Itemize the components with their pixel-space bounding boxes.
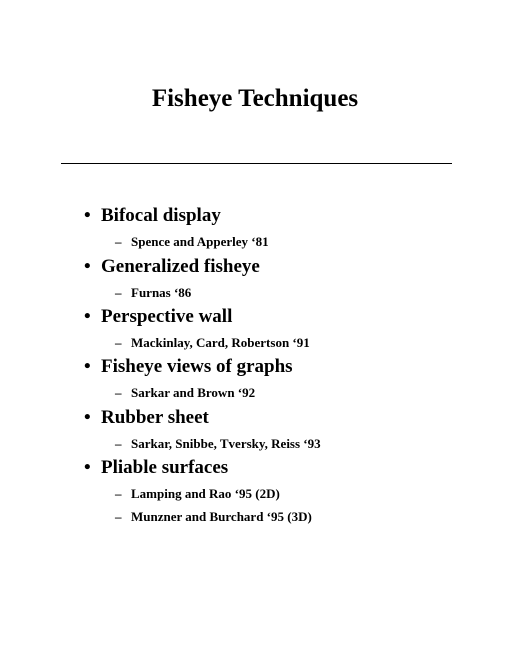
sub-item-furnas — [115, 285, 191, 301]
bullet-marker: • — [84, 205, 91, 226]
sub-item-label: Sarkar, Snibbe, Tversky, Reiss ‘93 — [131, 436, 321, 451]
bullet-label: Perspective wall — [101, 306, 233, 327]
bullet-label: Rubber sheet — [101, 407, 209, 428]
sub-item-label: Lamping and Rao ‘95 (2D) — [131, 486, 280, 501]
sub-item-munzner-burchard — [115, 509, 312, 525]
bullet-label: Bifocal display — [101, 205, 221, 226]
sub-item-spence-apperley — [115, 234, 269, 250]
sub-item-label: Sarkar and Brown ‘92 — [131, 385, 256, 400]
sub-item-sarkar-brown — [115, 385, 255, 401]
bullet-marker: • — [84, 356, 91, 377]
bullet-item-generalized-fisheye — [84, 256, 260, 278]
dash-marker: – — [115, 285, 122, 300]
bullet-item-pliable-surfaces — [84, 457, 228, 479]
sub-item-label: Mackinlay, Card, Robertson ‘91 — [131, 335, 310, 350]
bullet-item-fisheye-views-of-graphs — [84, 356, 293, 378]
dash-marker: – — [115, 509, 122, 524]
bullet-item-rubber-sheet — [84, 407, 209, 429]
dash-marker: – — [115, 335, 122, 350]
slide-title: Fisheye Techniques — [151, 85, 359, 112]
dash-marker: – — [115, 436, 122, 451]
bullet-item-perspective-wall — [84, 306, 232, 328]
sub-item-label: Furnas ‘86 — [131, 285, 192, 300]
bullet-marker: • — [84, 256, 91, 277]
bullet-label: Pliable surfaces — [101, 457, 229, 478]
dash-marker: – — [115, 486, 122, 501]
sub-item-lamping-rao — [115, 486, 280, 502]
sub-item-label: Munzner and Burchard ‘95 (3D) — [131, 509, 312, 524]
sub-item-sarkar-snibbe-tversky-reiss — [115, 436, 321, 452]
bullet-label: Fisheye views of graphs — [101, 356, 293, 377]
bullet-marker: • — [84, 407, 91, 428]
bullet-marker: • — [84, 306, 91, 327]
dash-marker: – — [115, 234, 122, 249]
title-divider — [61, 163, 452, 164]
sub-item-label: Spence and Apperley ‘81 — [131, 234, 269, 249]
bullet-marker: • — [84, 457, 91, 478]
bullet-label: Generalized fisheye — [101, 256, 260, 277]
sub-item-mackinlay-card-robertson — [115, 335, 310, 351]
dash-marker: – — [115, 385, 122, 400]
bullet-item-bifocal-display — [84, 205, 221, 227]
